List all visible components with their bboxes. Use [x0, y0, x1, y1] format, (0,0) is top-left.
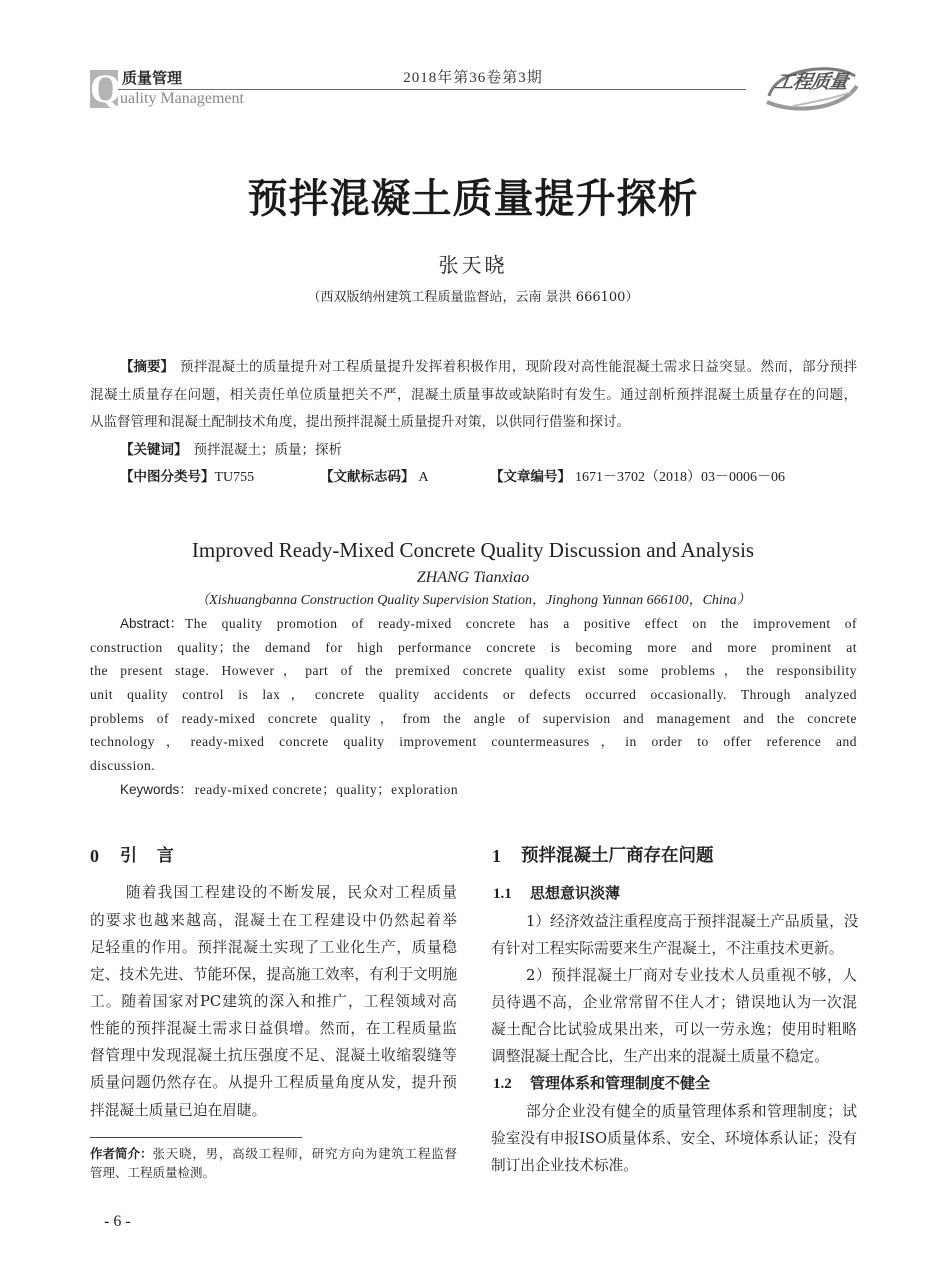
journal-name-cn: 质量管理 [122, 69, 183, 87]
body-line: 制订出企业技术标准。 [491, 1156, 638, 1174]
article-number-value: 1671－3702（2018）03－0006－06 [575, 470, 785, 485]
doc-code-label: 【文献标志码】 [320, 469, 415, 485]
article-number-label: 【文章编号】 [490, 469, 571, 485]
subsection-1-2-number: 1.2 [493, 1076, 512, 1093]
body-line: 足轻重的作用。预拌混凝土实现了工业化生产，质量稳 [90, 938, 457, 956]
keywords-cn-text: 预拌混凝土；质量；探析 [193, 441, 342, 458]
subsection-1-2-title: 管理体系和管理制度不健全 [530, 1074, 711, 1093]
body-line: 质量问题仍然存在。从提升工程质量角度从发，提升预 [90, 1074, 457, 1092]
abstract-en [90, 612, 857, 802]
english-author: ZHANG Tianxiao [416, 569, 530, 586]
footnote-text: 张天晓，男，高级工程师，研究方向为建筑工程监督 [152, 1146, 457, 1161]
abstract-cn-line: 混凝土质量存在问题，相关责任单位质量把关不严，混凝土质量事故或缺陷时有发生。通过剖析预拌混凝土质量存在的问题， [90, 386, 857, 403]
footnote-label: 作者简介： [90, 1146, 153, 1161]
subsection-1-1-title: 思想意识淡薄 [530, 884, 621, 903]
body-line: 部分企业没有健全的质量管理体系和管理制度；试 [526, 1102, 857, 1120]
issue-info: 2018年第36卷第3期 [403, 70, 543, 86]
abstract-cn-text: 预拌混凝土的质量提升对工程质量提升发挥着积极作用，现阶段对高性能混凝土需求日益突显。然而，部分预拌 [180, 359, 857, 375]
section-0-number: 0 [90, 846, 99, 866]
body-line: 2）预拌混凝土厂商对专业技术人员重视不够，人 [526, 966, 857, 984]
body-line: 验室没有申报ISO质量体系、安全、环境体系认证；没有 [491, 1129, 857, 1147]
english-title: Improved Ready-Mixed Concrete Quality Discussion and Analysis [191, 538, 755, 562]
paper-affiliation: （西双版纳州建筑工程质量监督站，云南 景洪 666100） [307, 290, 639, 305]
body-line: 定、技术先进、节能环保，提高施工效率，有利于文明施 [90, 965, 458, 983]
body-line: 随着我国工程建设的不断发展，民众对工程质量 [126, 884, 457, 902]
author-footnote [90, 1144, 457, 1182]
abstract-cn [90, 354, 857, 492]
publisher-logo [763, 62, 859, 112]
body-line: 调整混凝土配合比，生产出来的混凝土质量不稳定。 [491, 1048, 829, 1066]
body-line: 的要求也越来越高，混凝土在工程建设中仍然起着举 [90, 911, 457, 929]
keywords-en-text: ready-mixed concrete；quality；exploration [194, 781, 459, 797]
abstract-en-line: the present stage. However，part of the premixed concrete quality exist some problems，the responsibility [90, 663, 857, 679]
section-1-title: 预拌混凝土厂商存在问题 [521, 846, 714, 866]
abstract-en-line: problems of ready-mixed concrete quality，from the angle of supervision and management and the concrete [90, 710, 857, 726]
subsection-1-2-heading [491, 1070, 857, 1097]
abstract-cn-line [90, 354, 857, 382]
body-line: 拌混凝土质量已迫在眉睫。 [90, 1101, 267, 1119]
english-affiliation: （Xishuangbanna Construction Quality Supervision Station，Jinghong Yunnan 666100，China） [195, 593, 751, 608]
body-line: 凝土配合比试验成果出来，可以一劳永逸；使用时粗略 [491, 1021, 857, 1039]
subsection-1-1-number: 1.1 [493, 886, 512, 903]
section-0-title: 引 言 [120, 846, 174, 866]
abstract-en-text: The quality promotion of ready-mixed concrete has a positive effect on the improvement of [185, 616, 857, 631]
footnote-line [90, 1144, 457, 1163]
abstract-en-line: technology，ready-mixed concrete quality improvement countermeasures，in order to offer reference and [90, 734, 857, 750]
abstract-cn-line: 从监督管理和混凝土配制技术角度，提出预拌混凝土质量提升对策，以供同行借鉴和探讨。 [90, 414, 630, 430]
section-0-body [90, 879, 457, 1123]
body-line: 督管理中发现混凝土抗压强度不足、混凝土收缩裂缝等 [90, 1047, 457, 1065]
keywords-cn-label: 【关键词】 [120, 441, 188, 458]
classification-line [90, 464, 857, 492]
journal-name-en: uality Management [120, 90, 244, 107]
clc-number [120, 464, 254, 492]
section-1-body [491, 880, 857, 1179]
subsection-1-1-heading [491, 880, 857, 907]
publisher-logo-text: 工程质量 [773, 71, 849, 93]
clc-label: 【中图分类号】 [120, 469, 215, 485]
abstract-en-label: Abstract： [120, 616, 184, 631]
page-number: - 6 - [104, 1213, 131, 1230]
abstract-en-line: unit quality control is lax，concrete quality accidents or defects occurred occasionally. Through analyzed [90, 687, 857, 703]
body-line: 有针对工程实际需要来生产混凝土，不注重技术更新。 [491, 939, 844, 957]
paper-author: 张天晓 [438, 253, 508, 277]
keywords-en-label: Keywords： [120, 781, 193, 797]
body-line: 1）经济效益注重程度高于预拌混凝土产品质量，没 [526, 912, 859, 930]
paper-title: 预拌混凝土质量提升探析 [247, 176, 699, 222]
section-0-heading [90, 845, 174, 868]
abstract-cn-label: 【摘要】 [120, 359, 174, 375]
header-rule [118, 89, 746, 90]
keywords-en [90, 778, 857, 802]
body-line: 性能的预拌混凝土需求日益俱增。然而，在工程质量监 [90, 1020, 457, 1038]
abstract-en-line [90, 612, 857, 636]
journal-logo-letter: Q [90, 66, 122, 111]
clc-value: TU755 [214, 470, 255, 485]
doc-code-value: A [418, 470, 429, 485]
article-number [490, 464, 785, 492]
body-line: 工。随着国家对PC建筑的深入和推广，工程领域对高 [90, 992, 457, 1010]
footnote-rule [90, 1137, 302, 1138]
abstract-en-line: discussion. [90, 758, 156, 774]
abstract-en-line: construction quality；the demand for high performance concrete is becoming more and more prominent at [90, 639, 857, 655]
doc-code [320, 464, 429, 492]
keywords-cn [90, 437, 857, 465]
section-1-number: 1 [492, 846, 501, 866]
footnote-line: 管理、工程质量检测。 [90, 1165, 216, 1180]
body-line: 员待遇不高，企业常常留不住人才；错误地认为一次混 [491, 993, 857, 1011]
section-1-heading [492, 845, 714, 868]
